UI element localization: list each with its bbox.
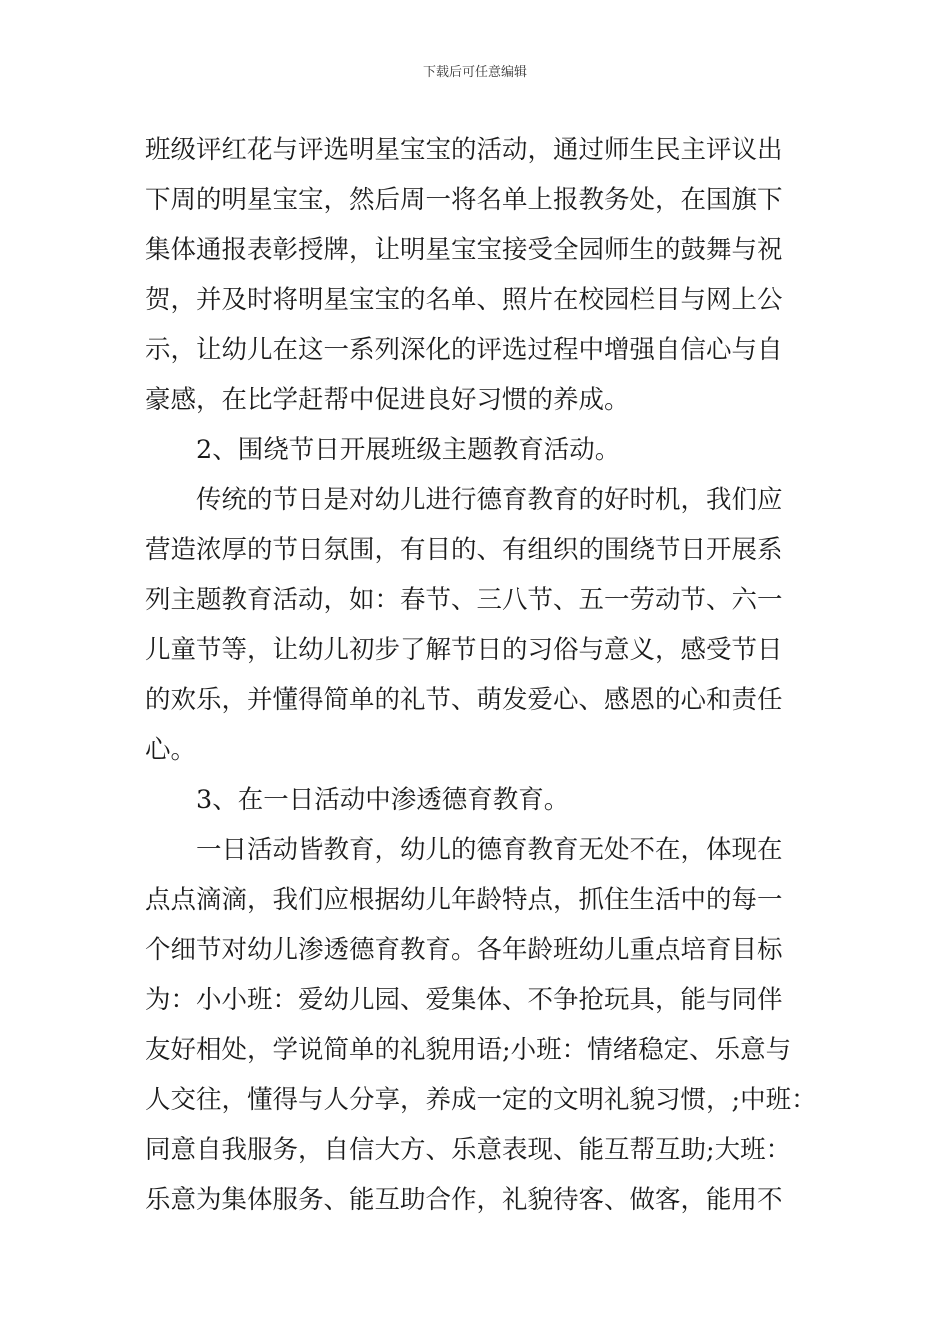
text-line: 传统的节日是对幼儿进行德育教育的好时机，我们应 — [196, 485, 783, 515]
text-line: 个细节对幼儿渗透德育教育。各年龄班幼儿重点培育目标 — [145, 935, 783, 965]
text-line: 集体通报表彰授牌，让明星宝宝接受全园师生的鼓舞与祝 — [145, 235, 783, 265]
text-line: 人交往，懂得与人分享，养成一定的文明礼貌习惯，;中班： — [145, 1085, 817, 1115]
text-line: 同意自我服务，自信大方、乐意表现、能互帮互助;大班： — [145, 1135, 792, 1165]
document-body — [145, 125, 815, 1225]
text-line: 为：小小班：爱幼儿园、爱集体、不争抢玩具，能与同伴 — [145, 985, 783, 1015]
text-line: 班级评红花与评选明星宝宝的活动，通过师生民主评议出 — [145, 135, 783, 165]
text-line: 友好相处，学说简单的礼貌用语;小班：情绪稳定、乐意与 — [145, 1035, 792, 1065]
text-line: 的欢乐，并懂得简单的礼节、萌发爱心、感恩的心和责任 — [145, 685, 783, 715]
text-line: 点点滴滴，我们应根据幼儿年龄特点，抓住生活中的每一 — [145, 885, 783, 915]
section-heading: 3、在一日活动中渗透德育教育。 — [196, 785, 570, 815]
text-line: 营造浓厚的节日氛围，有目的、有组织的围绕节日开展系 — [145, 535, 783, 565]
text-line: 贺，并及时将明星宝宝的名单、照片在校园栏目与网上公 — [145, 285, 783, 315]
text-line: 乐意为集体服务、能互助合作，礼貌待客、做客，能用不 — [145, 1185, 783, 1215]
text-line: 示，让幼儿在这一系列深化的评选过程中增强自信心与自 — [145, 335, 783, 365]
text-line: 儿童节等，让幼儿初步了解节日的习俗与意义，感受节日 — [145, 635, 783, 665]
section-heading: 2、围绕节日开展班级主题教育活动。 — [196, 435, 621, 465]
text-line: 列主题教育活动，如：春节、三八节、五一劳动节、六一 — [145, 585, 783, 615]
text-line: 下周的明星宝宝，然后周一将名单上报教务处，在国旗下 — [145, 185, 783, 215]
text-line: 豪感，在比学赶帮中促进良好习惯的养成。 — [145, 385, 630, 415]
page-header: 下载后可任意编辑 — [422, 65, 527, 80]
text-line: 心。 — [145, 735, 197, 765]
text-line: 一日活动皆教育，幼儿的德育教育无处不在，体现在 — [196, 835, 783, 865]
